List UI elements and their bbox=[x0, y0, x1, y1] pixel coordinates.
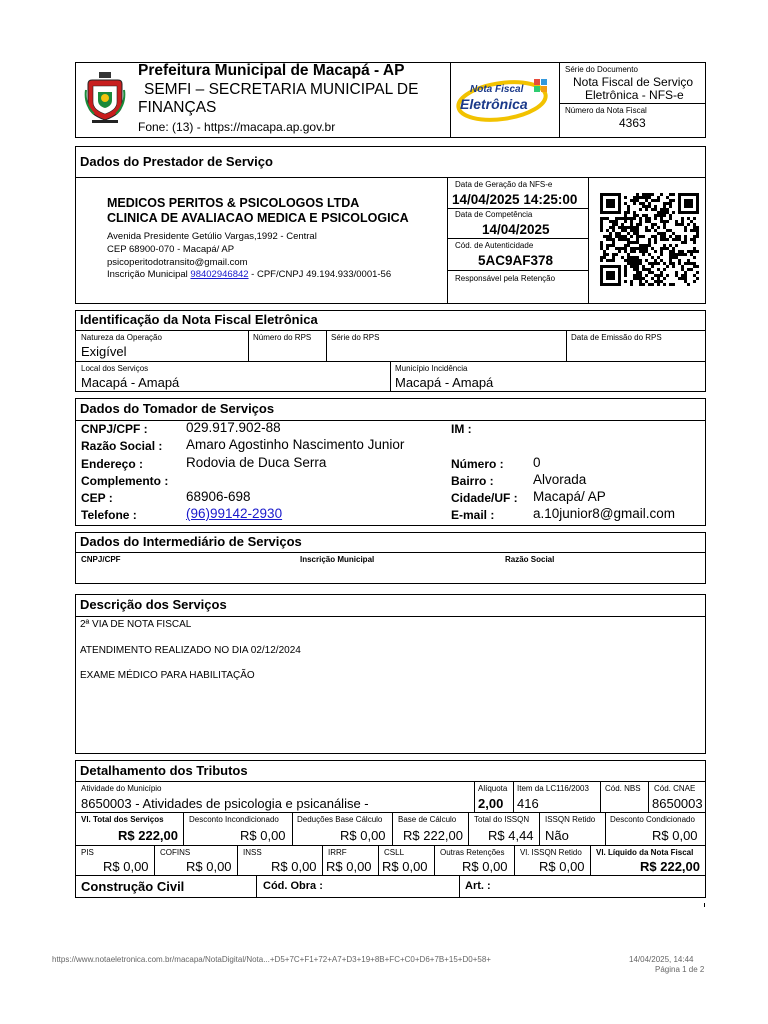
descricao-line-3: EXAME MÉDICO PARA HABILITAÇÃO bbox=[80, 670, 255, 681]
pis-value: R$ 0,00 bbox=[103, 859, 149, 874]
ident-divider-4 bbox=[390, 361, 391, 392]
serie-label: Série do Documento bbox=[565, 65, 638, 74]
descricao-section-title: Descrição dos Serviços bbox=[80, 597, 227, 612]
aliquota-value: 2,00 bbox=[478, 796, 504, 811]
prestador-divider-1 bbox=[447, 177, 448, 304]
department-line-1: SEMFI – SECRETARIA MUNICIPAL DE bbox=[144, 81, 419, 98]
tomador-email-label: E-mail : bbox=[451, 508, 495, 522]
prestador-line-3 bbox=[447, 270, 588, 271]
tributos-header-line bbox=[75, 781, 706, 782]
trib-r3-div-5 bbox=[434, 845, 435, 875]
numero-nota-label: Número da Nota Fiscal bbox=[565, 106, 647, 115]
item-lc-label: Item da LC116/2003 bbox=[517, 784, 589, 793]
tomador-cep-label: CEP : bbox=[81, 491, 113, 505]
page-title: Prefeitura Municipal de Macapá - AP bbox=[138, 62, 405, 79]
ident-divider-3 bbox=[566, 330, 567, 361]
deducoes-label: Deduções Base Cálculo bbox=[297, 815, 383, 824]
serie-value-2: Eletrônica - NFS-e bbox=[585, 88, 684, 102]
tomador-complemento-label: Complemento : bbox=[81, 474, 169, 488]
tomador-im-label: IM : bbox=[451, 422, 472, 436]
prestador-name-2: CLINICA DE AVALIACAO MEDICA E PSICOLOGICA bbox=[107, 211, 409, 225]
tomador-numero-value: 0 bbox=[533, 455, 541, 470]
tomador-email-value: a.10junior8@gmail.com bbox=[533, 506, 676, 521]
atividade-label: Atividade do Município bbox=[81, 784, 162, 793]
tomador-cnpj-label: CNPJ/CPF : bbox=[81, 422, 148, 436]
csll-label: CSLL bbox=[384, 848, 405, 857]
natureza-label: Natureza da Operação bbox=[81, 333, 162, 342]
csll-value: R$ 0,00 bbox=[382, 859, 428, 874]
department-line-2: FINANÇAS bbox=[138, 99, 217, 116]
issqn-retido-value: Não bbox=[545, 828, 569, 843]
intermediario-im-label: Inscrição Municipal bbox=[300, 555, 375, 564]
tomador-numero-label: Número : bbox=[451, 457, 504, 471]
municipio-incidencia-value: Macapá - Amapá bbox=[395, 375, 494, 390]
descricao-line-1: 2ª VIA DE NOTA FISCAL bbox=[80, 619, 192, 630]
base-calculo-label: Base de Cálculo bbox=[398, 815, 457, 824]
descricao-line-2: ATENDIMENTO REALIZADO NO DIA 02/12/2024 bbox=[80, 645, 301, 656]
trib-r1-div-3 bbox=[600, 781, 601, 812]
prestador-name-1: MEDICOS PERITOS & PSICOLOGOS LTDA bbox=[107, 196, 360, 210]
tributos-row-line-3 bbox=[75, 875, 706, 876]
tomador-razao-value: Amaro Agostinho Nascimento Junior bbox=[186, 437, 405, 452]
natureza-value: Exigível bbox=[81, 344, 127, 359]
cod-cnae-label: Cód. CNAE bbox=[654, 784, 696, 793]
inss-value: R$ 0,00 bbox=[271, 859, 317, 874]
retencao-label: Responsável pela Retenção bbox=[455, 274, 556, 283]
prestador-header-line bbox=[75, 177, 706, 178]
tomador-cidade-label: Cidade/UF : bbox=[451, 491, 518, 505]
prestador-divider-2 bbox=[588, 177, 589, 304]
trib-r4-div-2 bbox=[459, 875, 460, 898]
intermediario-header-line bbox=[75, 552, 706, 553]
tomador-telefone-label: Telefone : bbox=[81, 508, 137, 522]
ident-divider-2 bbox=[326, 330, 327, 361]
serie-value-1: Nota Fiscal de Serviço bbox=[573, 75, 694, 89]
trib-r4-div-1 bbox=[256, 875, 257, 898]
local-servicos-value: Macapá - Amapá bbox=[81, 375, 180, 390]
contact-info: Fone: (13) - https://macapa.ap.gov.br bbox=[138, 120, 336, 134]
trib-r3-div-2 bbox=[237, 845, 238, 875]
qr-code bbox=[600, 193, 699, 286]
trib-r2-div-5 bbox=[539, 812, 540, 845]
intermediario-cnpj-label: CNPJ/CPF bbox=[81, 555, 121, 564]
total-issqn-label: Total do ISSQN bbox=[474, 815, 530, 824]
construcao-label: Construção Civil bbox=[81, 879, 185, 894]
identificacao-section-title: Identificação da Nota Fiscal Eletrônica bbox=[80, 312, 318, 327]
inss-label: INSS bbox=[243, 848, 262, 857]
autenticidade-value: 5AC9AF378 bbox=[478, 253, 554, 268]
tomador-bairro-label: Bairro : bbox=[451, 474, 494, 488]
trib-r1-div-1 bbox=[474, 781, 475, 812]
trib-r3-div-7 bbox=[590, 845, 591, 875]
tributos-row-line-1 bbox=[75, 812, 706, 813]
outras-value: R$ 0,00 bbox=[462, 859, 508, 874]
cofins-label: COFINS bbox=[160, 848, 191, 857]
trib-r2-div-1 bbox=[183, 812, 184, 845]
trib-r3-div-1 bbox=[154, 845, 155, 875]
trib-r3-div-6 bbox=[514, 845, 515, 875]
header-divider-1 bbox=[450, 62, 451, 138]
prestador-im-prefix: Inscrição Municipal bbox=[107, 269, 191, 280]
numero-rps-label: Número do RPS bbox=[253, 333, 312, 342]
local-servicos-label: Local dos Serviços bbox=[81, 364, 149, 373]
competencia-value: 14/04/2025 bbox=[482, 222, 550, 237]
tomador-endereco-label: Endereço : bbox=[81, 457, 144, 471]
footer-url: https://www.notaeletronica.com.br/macapa/NotaDigital/Nota...+D5+7C+F1+72+A7+D3+19+8B+FC+C0+D6+7B+15+D0+58+ bbox=[52, 955, 491, 964]
data-rps-label: Data de Emissão do RPS bbox=[571, 333, 662, 342]
ident-divider-1 bbox=[248, 330, 249, 361]
prestador-section-title: Dados do Prestador de Serviço bbox=[80, 154, 273, 169]
prestador-line-2 bbox=[447, 238, 588, 239]
trib-r1-div-4 bbox=[648, 781, 649, 812]
nfse-logo-line-1: Nota Fiscal bbox=[470, 84, 524, 95]
cofins-value: R$ 0,00 bbox=[186, 859, 232, 874]
desc-cond-value: R$ 0,00 bbox=[652, 828, 698, 843]
cod-nbs-label: Cód. NBS bbox=[605, 784, 641, 793]
prestador-address: Avenida Presidente Getúlio Vargas,1992 - Central bbox=[107, 231, 317, 242]
vl-liquido-label: Vl. Líquido da Nota Fiscal bbox=[596, 848, 694, 857]
vl-issqn-retido-value: R$ 0,00 bbox=[539, 859, 585, 874]
desc-incond-label: Desconto Incondicionado bbox=[189, 815, 279, 824]
serie-rps-label: Série do RPS bbox=[331, 333, 380, 342]
trib-r2-div-6 bbox=[605, 812, 606, 845]
prestador-im-link[interactable]: 98402946842 bbox=[190, 269, 249, 280]
trib-r3-div-3 bbox=[322, 845, 323, 875]
corner-mark bbox=[704, 903, 705, 907]
identificacao-header-line bbox=[75, 330, 706, 331]
tomador-telefone-link[interactable]: (96)99142-2930 bbox=[186, 506, 283, 521]
prestador-cep: CEP 68900-070 - Macapá/ AP bbox=[107, 244, 235, 255]
issqn-retido-label: ISSQN Retido bbox=[545, 815, 596, 824]
cod-cnae-value: 8650003 bbox=[652, 796, 703, 811]
intermediario-section-title: Dados do Intermediário de Serviços bbox=[80, 534, 302, 549]
prestador-im-suffix: - CPF/CNPJ 49.194.933/0001-56 bbox=[248, 269, 392, 280]
vl-issqn-retido-label: Vl. ISSQN Retido bbox=[520, 848, 582, 857]
base-calculo-value: R$ 222,00 bbox=[403, 828, 463, 843]
aliquota-label: Alíquota bbox=[478, 784, 508, 793]
trib-r2-div-3 bbox=[392, 812, 393, 845]
tributos-row-line-2 bbox=[75, 845, 706, 846]
coat-of-arms-icon bbox=[84, 70, 126, 126]
prestador-line-1 bbox=[447, 208, 588, 209]
outras-label: Outras Retenções bbox=[440, 848, 505, 857]
atividade-value: 8650003 - Atividades de psicologia e psicanálise - bbox=[81, 796, 369, 811]
geracao-label: Data de Geração da NFS-e bbox=[455, 180, 553, 189]
tomador-header-line bbox=[75, 420, 706, 421]
tomador-endereco-value: Rodovia de Duca Serra bbox=[186, 455, 327, 470]
vl-total-label: Vl. Total dos Serviços bbox=[81, 815, 164, 824]
autenticidade-label: Cód. de Autenticidade bbox=[455, 241, 534, 250]
prestador-inscricao bbox=[107, 269, 391, 280]
header-divider-3 bbox=[559, 103, 706, 104]
vl-total-value: R$ 222,00 bbox=[118, 828, 178, 843]
cod-obra-label: Cód. Obra : bbox=[263, 880, 323, 892]
prestador-email: psicoperitodotransito@gmail.com bbox=[107, 257, 248, 268]
desc-incond-value: R$ 0,00 bbox=[240, 828, 286, 843]
vl-liquido-value: R$ 222,00 bbox=[640, 859, 700, 874]
tomador-cnpj-value: 029.917.902-88 bbox=[186, 420, 281, 435]
footer-datetime: 14/04/2025, 14:44 bbox=[629, 955, 694, 964]
irrf-label: IRRF bbox=[328, 848, 347, 857]
header-divider-2 bbox=[559, 62, 560, 138]
tomador-cidade-value: Macapá/ AP bbox=[533, 489, 606, 504]
intermediario-razao-label: Razão Social bbox=[505, 555, 555, 564]
item-lc-value: 416 bbox=[517, 796, 539, 811]
numero-nota-value: 4363 bbox=[619, 116, 646, 130]
trib-r2-div-4 bbox=[468, 812, 469, 845]
deducoes-value: R$ 0,00 bbox=[340, 828, 386, 843]
nfse-logo bbox=[456, 74, 554, 124]
trib-r2-div-2 bbox=[292, 812, 293, 845]
nfse-logo-line-2: Eletrônica bbox=[460, 96, 528, 112]
geracao-value: 14/04/2025 14:25:00 bbox=[452, 192, 578, 207]
trib-r1-div-2 bbox=[513, 781, 514, 812]
competencia-label: Data de Competência bbox=[455, 210, 533, 219]
tomador-bairro-value: Alvorada bbox=[533, 472, 587, 487]
footer-page: Página 1 de 2 bbox=[655, 965, 705, 974]
total-issqn-value: R$ 4,44 bbox=[488, 828, 534, 843]
tributos-section-title: Detalhamento dos Tributos bbox=[80, 763, 248, 778]
irrf-value: R$ 0,00 bbox=[326, 859, 372, 874]
art-label: Art. : bbox=[465, 880, 491, 892]
tomador-cep-value: 68906-698 bbox=[186, 489, 251, 504]
pis-label: PIS bbox=[81, 848, 94, 857]
municipio-incidencia-label: Município Incidência bbox=[395, 364, 468, 373]
desc-cond-label: Desconto Condicionado bbox=[610, 815, 695, 824]
tomador-section-title: Dados do Tomador de Serviços bbox=[80, 401, 275, 416]
trib-r3-div-4 bbox=[378, 845, 379, 875]
descricao-header-line bbox=[75, 616, 706, 617]
tomador-razao-label: Razão Social : bbox=[81, 439, 163, 453]
